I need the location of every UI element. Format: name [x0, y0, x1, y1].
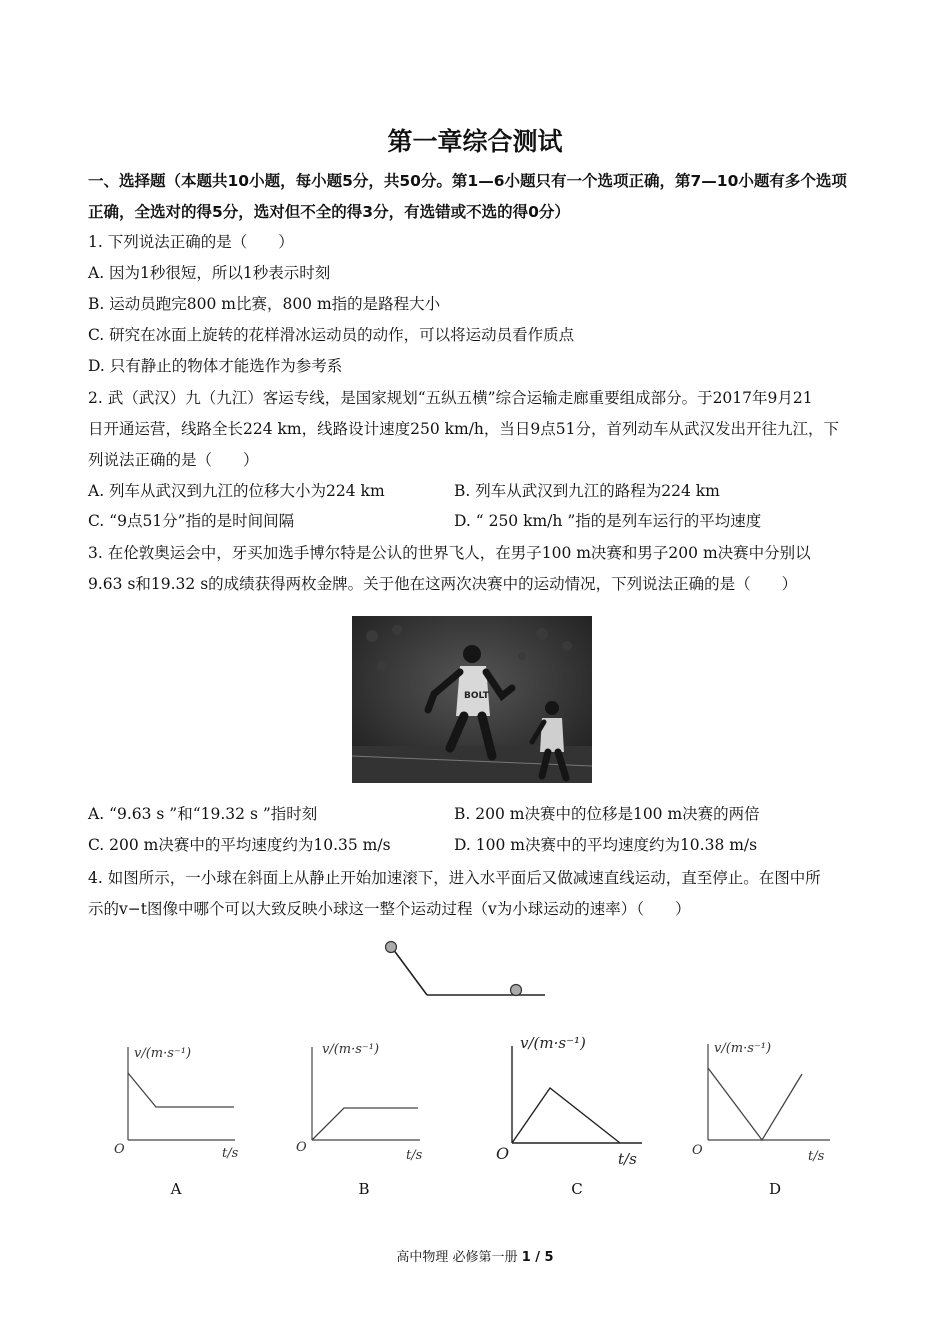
- q2-option-d: D. “ 250 km/h ”指的是列车运行的平均速度: [454, 512, 762, 530]
- q1-option-c: C. 研究在冰面上旋转的花样滑冰运动员的动作，可以将运动员看作质点: [88, 326, 575, 344]
- graph-a-curve: [128, 1073, 234, 1107]
- graph-c-ylabel: v/(m·s⁻¹): [520, 1034, 586, 1052]
- q2-option-a: A. 列车从武汉到九江的位移大小为224 km: [88, 482, 385, 500]
- q3-stem-line2: 9.63 s和19.32 s的成绩获得两枚金牌。关于他在这两次决赛中的运动情况，下列说法正确的是（ ）: [88, 575, 798, 593]
- q3-option-d: D. 100 m决赛中的平均速度约为10.38 m/s: [454, 836, 758, 854]
- sprinter-photo: [352, 616, 592, 783]
- page-footer: [0, 1246, 950, 1265]
- q2-option-c: C. “9点51分”指的是时间间隔: [88, 512, 295, 530]
- q4-stem-line1: 4. 如图所示，一小球在斜面上从静止开始加速滚下，进入水平面后又做减速直线运动，直至停止。在图中所: [88, 869, 821, 887]
- graph-b-label: B: [358, 1180, 370, 1198]
- q2-stem-line3: 列说法正确的是（ ）: [88, 451, 259, 469]
- q1-stem: 1. 下列说法正确的是（ ）: [88, 233, 294, 251]
- graph-d: [690, 1030, 840, 1165]
- graph-c-xlabel: t/s: [618, 1150, 637, 1168]
- q3-option-b: B. 200 m决赛中的位移是100 m决赛的两倍: [454, 805, 760, 823]
- bib-text: BOLT: [464, 691, 489, 701]
- graph-b-xlabel: t/s: [406, 1148, 423, 1163]
- graph-d-curve: [708, 1068, 802, 1140]
- graph-d-ylabel: v/(m·s⁻¹): [714, 1041, 772, 1056]
- graph-c-origin: O: [496, 1144, 510, 1163]
- q3-option-c: C. 200 m决赛中的平均速度约为10.35 m/s: [88, 836, 391, 854]
- graph-a-label: A: [170, 1180, 182, 1198]
- graph-b-ylabel: v/(m·s⁻¹): [322, 1042, 380, 1057]
- q3-stem-line1: 3. 在伦敦奥运会中，牙买加选手博尔特是公认的世界飞人，在男子100 m决赛和男子200 m决赛中分别以: [88, 544, 811, 562]
- graph-a-origin: O: [114, 1142, 125, 1157]
- section-heading-line2: 正确，全选对的得5分，选对但不全的得3分，有选错或不选的得0分）: [88, 203, 570, 221]
- graph-c: [492, 1028, 652, 1168]
- graph-c-curve: [512, 1088, 620, 1143]
- q1-option-b: B. 运动员跑完800 m比赛，800 m指的是路程大小: [88, 295, 441, 313]
- q1-option-d: D. 只有静止的物体才能选作为参考系: [88, 357, 343, 375]
- graph-b-curve: [312, 1108, 418, 1140]
- graph-b-origin: O: [296, 1140, 307, 1155]
- graph-b: [292, 1035, 432, 1165]
- section-heading-line1: 一、选择题（本题共10小题，每小题5分，共50分。第1—6小题只有一个选项正确，第7—10小题有多个选项: [88, 172, 847, 190]
- graph-c-label: C: [571, 1180, 583, 1198]
- graph-d-label: D: [768, 1180, 782, 1198]
- ball-on-floor: [511, 985, 522, 996]
- graph-a-ylabel: v/(m·s⁻¹): [134, 1046, 192, 1061]
- graph-d-origin: O: [692, 1143, 703, 1158]
- q3-option-a: A. “9.63 s ”和“19.32 s ”指时刻: [88, 805, 318, 823]
- page-title: 第一章综合测试: [387, 127, 563, 156]
- q1-option-a: A. 因为1秒很短，所以1秒表示时刻: [88, 264, 331, 282]
- page-number: 1 / 5: [521, 1250, 554, 1265]
- ball-on-slope: [386, 942, 397, 953]
- q2-stem-line2: 日开通运营，线路全长224 km，线路设计速度250 km/h，当日9点51分，首列动车从武汉发出开往九江，下: [88, 420, 839, 438]
- footer-text: 高中物理 必修第一册: [396, 1250, 522, 1265]
- graph-d-xlabel: t/s: [808, 1149, 825, 1164]
- graph-a: [110, 1035, 250, 1165]
- sprinter-illustration: [352, 616, 592, 783]
- incline-figure: [375, 935, 555, 1005]
- q2-option-b: B. 列车从武汉到九江的路程为224 km: [454, 482, 720, 500]
- q2-stem-line1: 2. 武（武汉）九（九江）客运专线，是国家规划“五纵五横”综合运输走廊重要组成部分。于2017年9月21: [88, 389, 813, 407]
- graph-a-xlabel: t/s: [222, 1146, 239, 1161]
- q4-stem-line2: 示的v−t图像中哪个可以大致反映小球这一整个运动过程（v为小球运动的速率）（ ）: [88, 900, 691, 918]
